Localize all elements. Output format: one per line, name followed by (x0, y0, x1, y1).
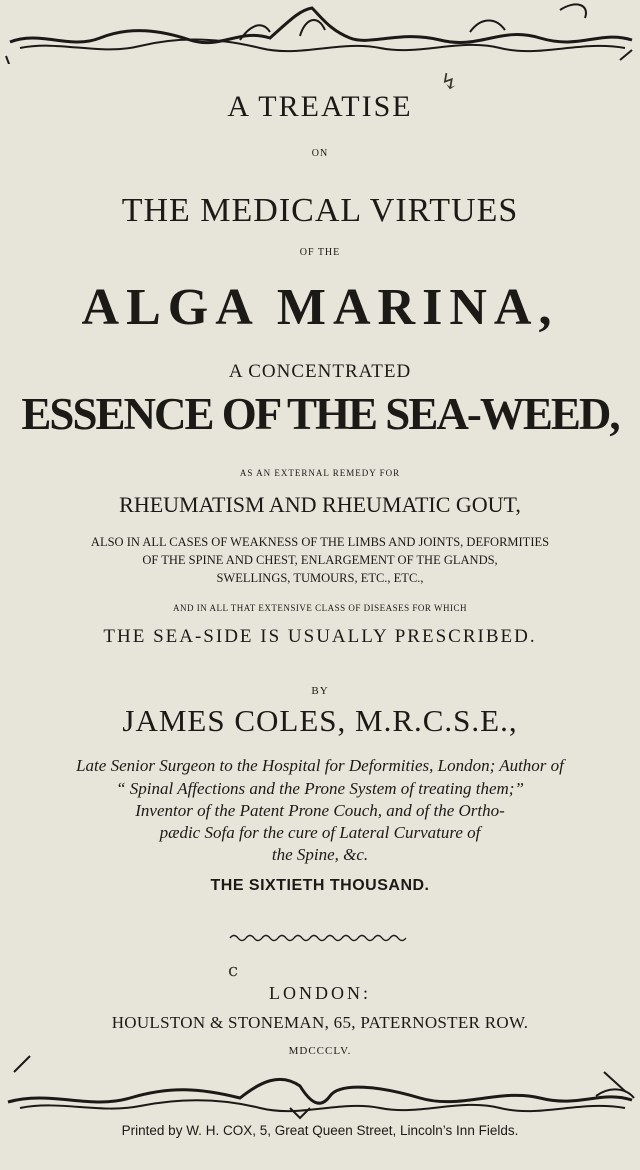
author-name: JAMES COLES, M.R.C.S.E., (122, 703, 518, 738)
author-desc-3: Inventor of the Patent Prone Couch, and of the Ortho- (135, 801, 505, 820)
author-desc-2: “ Spinal Affections and the Prone System of treating them;” (116, 779, 524, 798)
edition-line: THE SIXTIETH THOUSAND. (210, 877, 430, 894)
author-desc-1: Late Senior Surgeon to the Hospital for Deformities, London; Author of (76, 756, 564, 775)
city-line: LONDON: (269, 983, 371, 1003)
alga-marina-heading: ALGA MARINA, (81, 279, 559, 336)
also-line-1: ALSO IN ALL CASES OF WEAKNESS OF THE LIMBS AND JOINTS, DEFORMITIES (90, 535, 550, 549)
on-line: ON (311, 148, 329, 159)
sea-side-line: THE SEA-SIDE IS USUALLY PRESCRIBED. (103, 626, 537, 647)
year-line: MDCCCLV. (288, 1045, 352, 1057)
printer-line: Printed by W. H. COX, 5, Great Queen Street, Lincoln’s Inn Fields. (121, 1123, 519, 1138)
and-in-all-line: AND IN ALL THAT EXTENSIVE CLASS OF DISEASES FOR WHICH (173, 603, 467, 613)
handwritten-mark-icon: ↯ (440, 70, 459, 95)
also-line-3: SWELLINGS, TUMOURS, ETC., ETC., (216, 571, 424, 585)
remedy-line: AS AN EXTERNAL REMEDY FOR (239, 468, 401, 478)
subject: THE MEDICAL VIRTUES (121, 192, 519, 229)
concentrated-line: A CONCENTRATED (228, 361, 412, 382)
handwritten-mark-icon: ϲ (228, 960, 239, 981)
title: A TREATISE (227, 90, 413, 123)
top-ornament (0, 0, 640, 64)
publisher-line: HOULSTON & STONEMAN, 65, PATERNOSTER ROW. (111, 1013, 529, 1032)
author-desc-5: the Spine, &c. (271, 845, 369, 864)
bottom-ornament (0, 1052, 640, 1122)
essence-heading: ESSENCE OF THE SEA-WEED, (21, 389, 619, 439)
rheumatism-line: RHEUMATISM AND RHEUMATIC GOUT, (119, 492, 521, 517)
wavy-divider (0, 930, 640, 946)
also-line-2: OF THE SPINE AND CHEST, ENLARGEMENT OF THE GLANDS, (142, 553, 498, 567)
by-line: BY (311, 685, 329, 697)
of-the-line: OF THE (299, 247, 341, 258)
author-desc-4: pædic Sofa for the cure of Lateral Curvature of (159, 823, 481, 842)
